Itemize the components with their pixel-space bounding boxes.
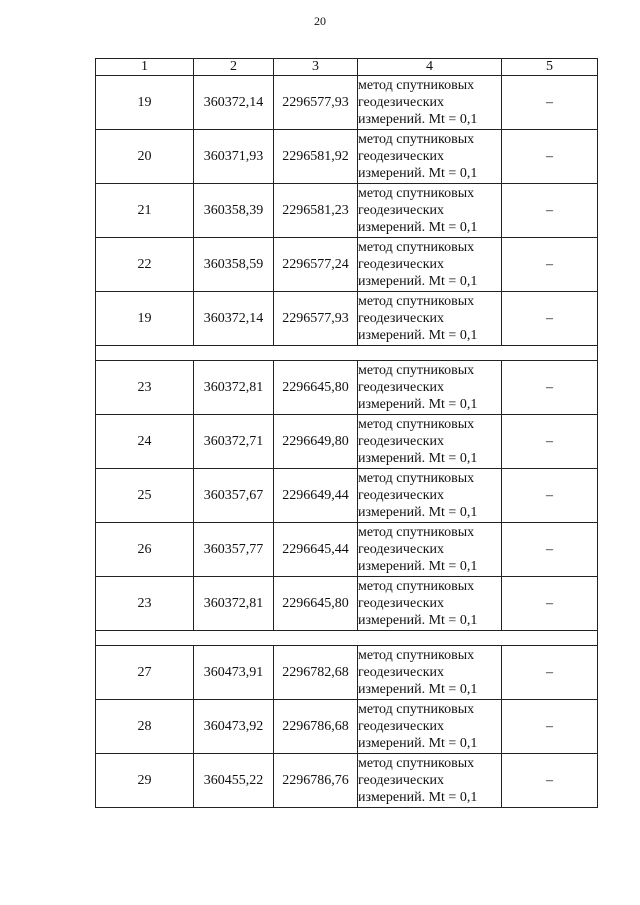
point-number-cell: 22 bbox=[96, 238, 194, 292]
method-cell bbox=[358, 700, 502, 754]
page-number: 20 bbox=[314, 14, 326, 28]
point-number-cell: 19 bbox=[96, 76, 194, 130]
table-row bbox=[96, 754, 598, 808]
method-line: измерений. Mt = 0,1 bbox=[358, 790, 478, 805]
method-line: измерений. Mt = 0,1 bbox=[358, 166, 478, 181]
method-line: геодезических bbox=[358, 665, 445, 680]
method-line: геодезических bbox=[358, 773, 445, 788]
method-cell bbox=[358, 415, 502, 469]
table-row bbox=[96, 238, 598, 292]
method-line: метод спутниковых bbox=[358, 471, 475, 486]
precision-note-cell: – bbox=[502, 292, 598, 346]
y-coordinate-cell: 2296581,92 bbox=[274, 130, 358, 184]
table-row bbox=[96, 700, 598, 754]
y-coordinate-cell: 2296786,76 bbox=[274, 754, 358, 808]
column-header: 1 bbox=[96, 59, 194, 76]
method-line: геодезических bbox=[358, 596, 445, 611]
table-row bbox=[96, 523, 598, 577]
x-coordinate-cell: 360358,59 bbox=[194, 238, 274, 292]
point-number-cell: 28 bbox=[96, 700, 194, 754]
method-line: геодезических bbox=[358, 542, 445, 557]
x-coordinate-cell: 360372,14 bbox=[194, 292, 274, 346]
precision-note-cell: – bbox=[502, 415, 598, 469]
precision-note-cell: – bbox=[502, 76, 598, 130]
method-line: измерений. Mt = 0,1 bbox=[358, 451, 478, 466]
point-number-cell: 27 bbox=[96, 646, 194, 700]
method-line: метод спутниковых bbox=[358, 186, 475, 201]
method-line: измерений. Mt = 0,1 bbox=[358, 397, 478, 412]
x-coordinate-cell: 360372,81 bbox=[194, 361, 274, 415]
point-number-cell: 23 bbox=[96, 361, 194, 415]
point-number-cell: 21 bbox=[96, 184, 194, 238]
point-number-cell: 25 bbox=[96, 469, 194, 523]
x-coordinate-cell: 360357,77 bbox=[194, 523, 274, 577]
method-cell bbox=[358, 577, 502, 631]
y-coordinate-cell: 2296581,23 bbox=[274, 184, 358, 238]
method-cell bbox=[358, 646, 502, 700]
method-cell bbox=[358, 130, 502, 184]
coordinates-table bbox=[95, 58, 598, 808]
table-row bbox=[96, 577, 598, 631]
method-cell bbox=[358, 361, 502, 415]
method-line: метод спутниковых bbox=[358, 132, 475, 147]
table-row bbox=[96, 292, 598, 346]
method-line: геодезических bbox=[358, 95, 445, 110]
header-row bbox=[96, 59, 598, 76]
precision-note-cell: – bbox=[502, 238, 598, 292]
method-cell bbox=[358, 238, 502, 292]
method-line: измерений. Mt = 0,1 bbox=[358, 613, 478, 628]
column-header: 4 bbox=[358, 59, 502, 76]
table-body bbox=[96, 76, 598, 808]
method-line: метод спутниковых bbox=[358, 363, 475, 378]
precision-note-cell: – bbox=[502, 577, 598, 631]
method-line: метод спутниковых bbox=[358, 294, 475, 309]
method-line: измерений. Mt = 0,1 bbox=[358, 328, 478, 343]
x-coordinate-cell: 360371,93 bbox=[194, 130, 274, 184]
precision-note-cell: – bbox=[502, 754, 598, 808]
point-number-cell: 20 bbox=[96, 130, 194, 184]
method-line: метод спутниковых bbox=[358, 240, 475, 255]
point-number-cell: 23 bbox=[96, 577, 194, 631]
y-coordinate-cell: 2296577,93 bbox=[274, 76, 358, 130]
method-line: геодезических bbox=[358, 488, 445, 503]
method-cell bbox=[358, 469, 502, 523]
method-line: измерений. Mt = 0,1 bbox=[358, 559, 478, 574]
y-coordinate-cell: 2296786,68 bbox=[274, 700, 358, 754]
precision-note-cell: – bbox=[502, 646, 598, 700]
table-row bbox=[96, 130, 598, 184]
y-coordinate-cell: 2296782,68 bbox=[274, 646, 358, 700]
method-cell bbox=[358, 754, 502, 808]
x-coordinate-cell: 360473,92 bbox=[194, 700, 274, 754]
point-number-cell: 19 bbox=[96, 292, 194, 346]
method-line: метод спутниковых bbox=[358, 756, 475, 771]
x-coordinate-cell: 360372,71 bbox=[194, 415, 274, 469]
y-coordinate-cell: 2296649,80 bbox=[274, 415, 358, 469]
table-row bbox=[96, 469, 598, 523]
precision-note-cell: – bbox=[502, 469, 598, 523]
x-coordinate-cell: 360372,14 bbox=[194, 76, 274, 130]
method-line: метод спутниковых bbox=[358, 525, 475, 540]
method-line: измерений. Mt = 0,1 bbox=[358, 736, 478, 751]
precision-note-cell: – bbox=[502, 700, 598, 754]
method-line: метод спутниковых bbox=[358, 78, 475, 93]
separator-cell bbox=[96, 346, 598, 361]
precision-note-cell: – bbox=[502, 523, 598, 577]
column-header: 5 bbox=[502, 59, 598, 76]
y-coordinate-cell: 2296577,93 bbox=[274, 292, 358, 346]
y-coordinate-cell: 2296645,80 bbox=[274, 577, 358, 631]
table-row bbox=[96, 415, 598, 469]
method-line: метод спутниковых bbox=[358, 648, 475, 663]
table-row bbox=[96, 184, 598, 238]
precision-note-cell: – bbox=[502, 184, 598, 238]
method-line: геодезических bbox=[358, 203, 445, 218]
separator-row bbox=[96, 346, 598, 361]
point-number-cell: 29 bbox=[96, 754, 194, 808]
method-line: геодезических bbox=[358, 380, 445, 395]
method-cell bbox=[358, 292, 502, 346]
y-coordinate-cell: 2296645,80 bbox=[274, 361, 358, 415]
table-row bbox=[96, 361, 598, 415]
method-line: метод спутниковых bbox=[358, 702, 475, 717]
table-row bbox=[96, 646, 598, 700]
method-line: геодезических bbox=[358, 719, 445, 734]
separator-cell bbox=[96, 631, 598, 646]
method-line: геодезических bbox=[358, 149, 445, 164]
x-coordinate-cell: 360455,22 bbox=[194, 754, 274, 808]
separator-row bbox=[96, 631, 598, 646]
method-line: геодезических bbox=[358, 434, 445, 449]
method-line: измерений. Mt = 0,1 bbox=[358, 112, 478, 127]
method-line: геодезических bbox=[358, 311, 445, 326]
point-number-cell: 24 bbox=[96, 415, 194, 469]
method-line: метод спутниковых bbox=[358, 579, 475, 594]
method-line: метод спутниковых bbox=[358, 417, 475, 432]
method-cell bbox=[358, 76, 502, 130]
x-coordinate-cell: 360372,81 bbox=[194, 577, 274, 631]
x-coordinate-cell: 360473,91 bbox=[194, 646, 274, 700]
point-number-cell: 26 bbox=[96, 523, 194, 577]
method-cell bbox=[358, 523, 502, 577]
x-coordinate-cell: 360357,67 bbox=[194, 469, 274, 523]
method-line: измерений. Mt = 0,1 bbox=[358, 682, 478, 697]
precision-note-cell: – bbox=[502, 361, 598, 415]
method-line: геодезических bbox=[358, 257, 445, 272]
y-coordinate-cell: 2296645,44 bbox=[274, 523, 358, 577]
method-line: измерений. Mt = 0,1 bbox=[358, 220, 478, 235]
method-line: измерений. Mt = 0,1 bbox=[358, 505, 478, 520]
precision-note-cell: – bbox=[502, 130, 598, 184]
y-coordinate-cell: 2296577,24 bbox=[274, 238, 358, 292]
x-coordinate-cell: 360358,39 bbox=[194, 184, 274, 238]
method-line: измерений. Mt = 0,1 bbox=[358, 274, 478, 289]
column-header: 3 bbox=[274, 59, 358, 76]
y-coordinate-cell: 2296649,44 bbox=[274, 469, 358, 523]
column-header: 2 bbox=[194, 59, 274, 76]
table-row bbox=[96, 76, 598, 130]
method-cell bbox=[358, 184, 502, 238]
